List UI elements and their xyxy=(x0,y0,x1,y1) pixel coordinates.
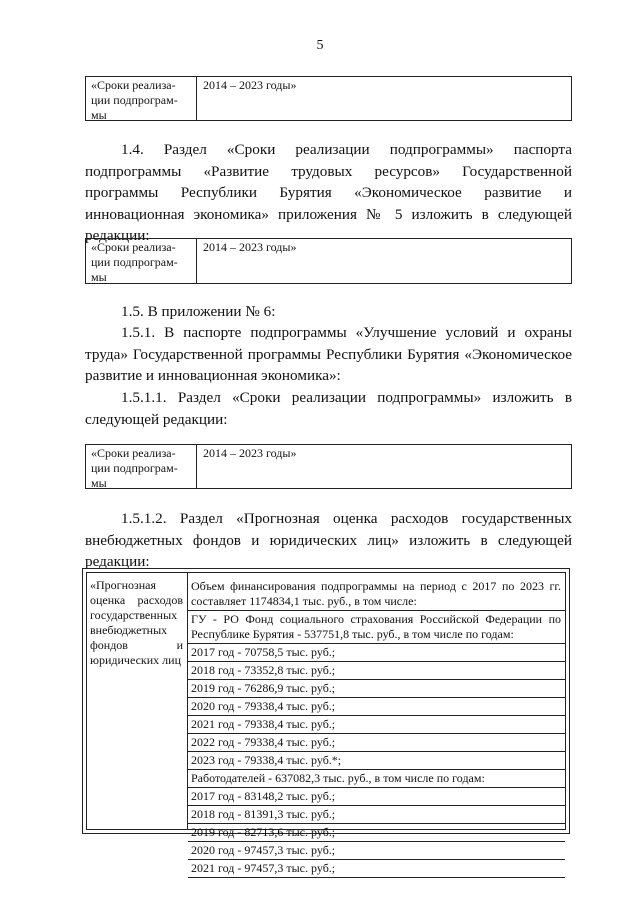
table-label: «Сроки реализа-ции подпрограм-мы xyxy=(86,445,197,488)
table-terms-1 xyxy=(85,76,572,121)
table-row: 2017 год - 83148,2 тыс. руб.; xyxy=(188,788,565,806)
paragraph-1-4: 1.4. Раздел «Сроки реализации подпрограммы» паспорта подпрограммы «Развитие трудовых ресурсов» Государственной программы Республики Бурятия «Экономическое развитие и инновационная экономика» приложения № 5 изложить в следующей редакции: xyxy=(85,141,572,245)
table-forecast-expenses xyxy=(82,568,570,875)
table-value: 2014 – 2023 годы» xyxy=(203,240,297,254)
table-row: 2021 год - 79338,4 тыс. руб.; xyxy=(188,716,565,734)
table-row: 2020 год - 79338,4 тыс. руб.; xyxy=(188,698,565,716)
table-row: 2017 год - 70758,5 тыс. руб.; xyxy=(188,644,565,662)
table-row: 2019 год - 82713,6 тыс. руб.; xyxy=(188,824,565,842)
table-row: 2018 год - 73352,8 тыс. руб.; xyxy=(188,662,565,680)
paragraph-1-5-1-2: 1.5.1.2. Раздел «Прогнозная оценка расходов государственных внебюджетных фондов и юридических лиц» изложить в следующей редакции: xyxy=(85,510,572,571)
fss-line: ГУ - РО Фонд социального страхования Российской Федерации по Республике Бурятия - 537751,8 тыс. руб., в том числе по годам: xyxy=(188,611,565,644)
table-row: 2020 год - 97457,3 тыс. руб.; xyxy=(188,842,565,860)
table-value: 2014 – 2023 годы» xyxy=(203,446,297,460)
paragraph-1-5: 1.5. В приложении № 6: xyxy=(121,303,276,320)
page-number: 5 xyxy=(316,38,324,53)
table-terms-2 xyxy=(85,238,572,284)
table-label: «Прогнозная оценка расходов государственных внебюджетных фондов и юридических лиц xyxy=(87,573,188,829)
table-row: Работодателей - 637082,3 тыс. руб., в том числе по годам: xyxy=(188,770,565,788)
table-label: «Сроки реализа-ции подпрограм-мы xyxy=(86,239,197,283)
table-row: 2022 год - 79338,4 тыс. руб.; xyxy=(188,734,565,752)
table-row: 2023 год - 79338,4 тыс. руб.*; xyxy=(188,752,565,770)
table-value: 2014 – 2023 годы» xyxy=(203,78,297,92)
table-terms-3 xyxy=(85,444,572,489)
paragraph-1-5-1-1: 1.5.1.1. Раздел «Сроки реализации подпрограммы» изложить в следующей редакции: xyxy=(85,389,572,428)
table-row: 2021 год - 97457,3 тыс. руб.; xyxy=(188,860,565,878)
table-label: «Сроки реализа-ции подпрограм-мы xyxy=(86,77,197,120)
table-values xyxy=(188,573,565,875)
table-row: 2019 год - 76286,9 тыс. руб.; xyxy=(188,680,565,698)
table-row: 2018 год - 81391,3 тыс. руб.; xyxy=(188,806,565,824)
funding-total-line: Объем финансирования подпрограммы на период с 2017 по 2023 гг. составляет 1174834,1 тыс. руб., в том числе: xyxy=(188,578,565,611)
paragraph-1-5-1: 1.5.1. В паспорте подпрограммы «Улучшение условий и охраны труда» Государственной программы Республики Бурятия «Экономическое развитие и инновационная экономика»: xyxy=(85,324,572,385)
